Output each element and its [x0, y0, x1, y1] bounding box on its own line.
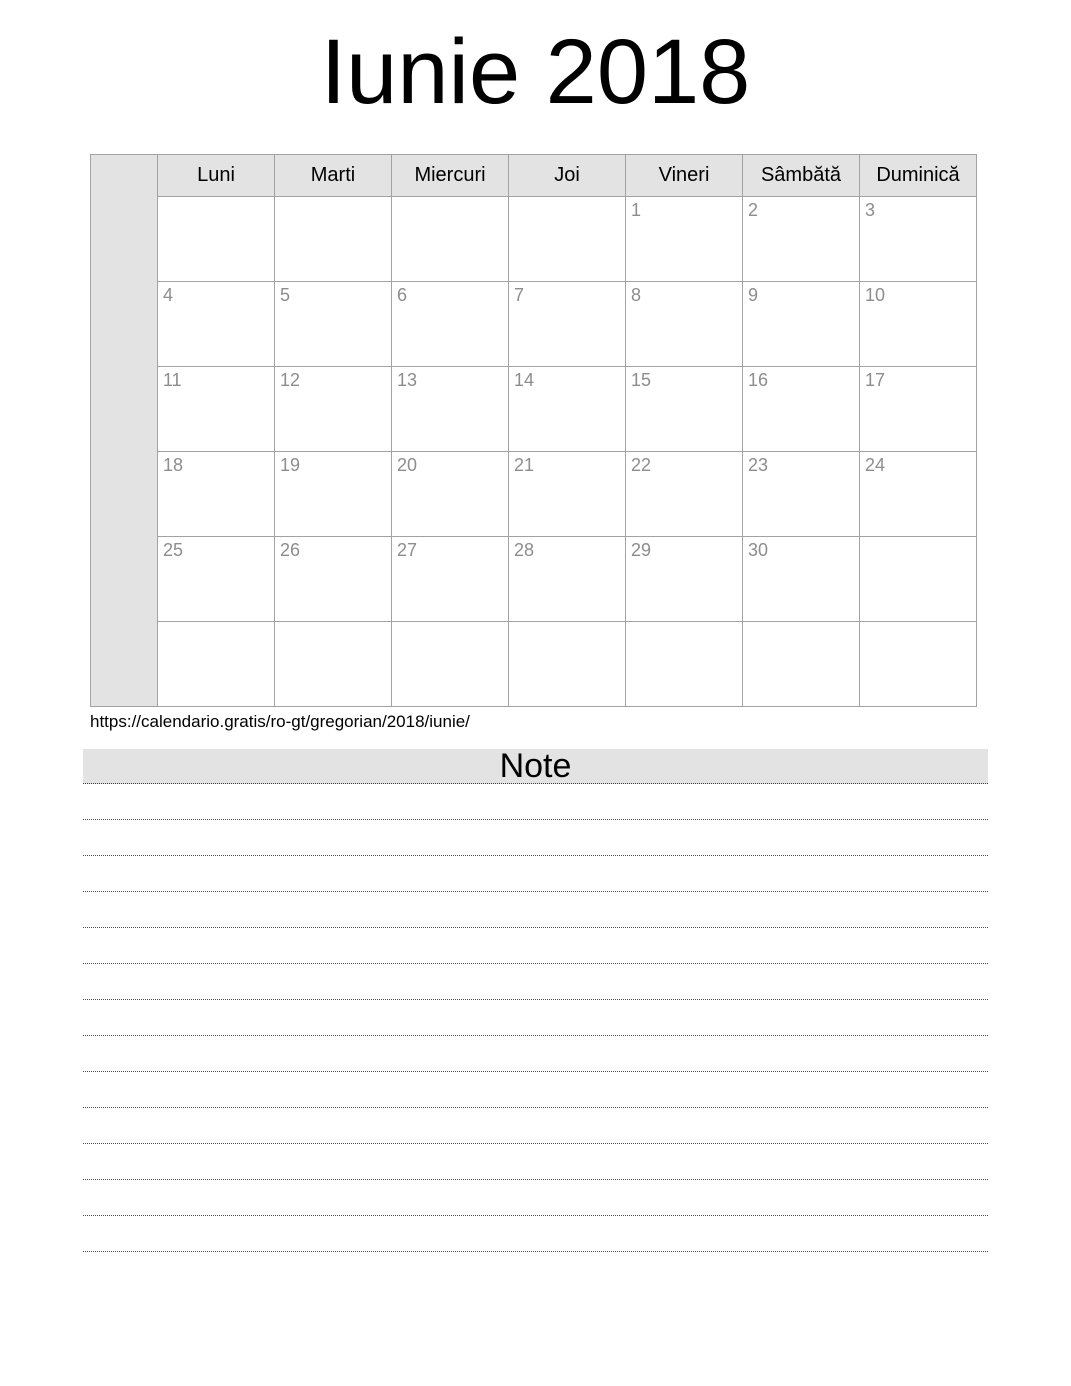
day-cell: 27: [392, 537, 509, 622]
note-line: [83, 964, 988, 1000]
day-cell: 28: [509, 537, 626, 622]
weekday-header-miercuri: Miercuri: [392, 155, 509, 197]
day-cell: 4: [158, 282, 275, 367]
day-cell: [509, 622, 626, 707]
day-cell: [626, 622, 743, 707]
day-cell: 16: [743, 367, 860, 452]
calendar-table: [90, 154, 977, 707]
day-cell: [275, 197, 392, 282]
notes-section: [83, 749, 988, 1252]
day-cell: 13: [392, 367, 509, 452]
day-cell: 15: [626, 367, 743, 452]
note-line: [83, 784, 988, 820]
day-cell: 25: [158, 537, 275, 622]
day-cell: 21: [509, 452, 626, 537]
calendar-header-row: [91, 155, 977, 197]
day-cell: 10: [860, 282, 977, 367]
day-cell: 19: [275, 452, 392, 537]
note-line: [83, 1000, 988, 1036]
day-cell: 30: [743, 537, 860, 622]
day-cell: [392, 197, 509, 282]
weekday-header-joi: Joi: [509, 155, 626, 197]
notes-header: Note: [83, 749, 988, 784]
calendar-week-row: [91, 367, 977, 452]
day-cell: [158, 197, 275, 282]
calendar-week-row: [91, 197, 977, 282]
day-cell: [158, 622, 275, 707]
weekday-header-duminica: Duminică: [860, 155, 977, 197]
note-line: [83, 856, 988, 892]
note-line: [83, 820, 988, 856]
note-line: [83, 1108, 988, 1144]
day-cell: 6: [392, 282, 509, 367]
note-line: [83, 928, 988, 964]
day-cell: [860, 537, 977, 622]
note-line: [83, 1036, 988, 1072]
note-line: [83, 1072, 988, 1108]
day-cell: 18: [158, 452, 275, 537]
calendar-week-row: [91, 282, 977, 367]
day-cell: 23: [743, 452, 860, 537]
source-url: https://calendario.gratis/ro-gt/gregorian/2018/iunie/: [90, 712, 470, 731]
note-line: [83, 1216, 988, 1252]
day-cell: 26: [275, 537, 392, 622]
day-cell: 24: [860, 452, 977, 537]
day-cell: 17: [860, 367, 977, 452]
day-cell: 9: [743, 282, 860, 367]
note-line: [83, 892, 988, 928]
day-cell: [392, 622, 509, 707]
day-cell: [860, 622, 977, 707]
day-cell: [275, 622, 392, 707]
weekday-header-marti: Marti: [275, 155, 392, 197]
day-cell: 14: [509, 367, 626, 452]
note-line: [83, 1144, 988, 1180]
day-cell: 20: [392, 452, 509, 537]
page-title: Iunie 2018: [320, 21, 751, 123]
calendar-left-gutter: [91, 155, 158, 707]
day-cell: 12: [275, 367, 392, 452]
calendar-week-row: [91, 537, 977, 622]
day-cell: 3: [860, 197, 977, 282]
weekday-header-luni: Luni: [158, 155, 275, 197]
day-cell: 11: [158, 367, 275, 452]
note-line: [83, 1180, 988, 1216]
day-cell: [509, 197, 626, 282]
calendar-week-row: [91, 452, 977, 537]
weekday-header-vineri: Vineri: [626, 155, 743, 197]
calendar-week-row: [91, 622, 977, 707]
day-cell: 1: [626, 197, 743, 282]
day-cell: 8: [626, 282, 743, 367]
day-cell: 2: [743, 197, 860, 282]
day-cell: 22: [626, 452, 743, 537]
day-cell: [743, 622, 860, 707]
day-cell: 7: [509, 282, 626, 367]
weekday-header-sambata: Sâmbătă: [743, 155, 860, 197]
day-cell: 5: [275, 282, 392, 367]
day-cell: 29: [626, 537, 743, 622]
